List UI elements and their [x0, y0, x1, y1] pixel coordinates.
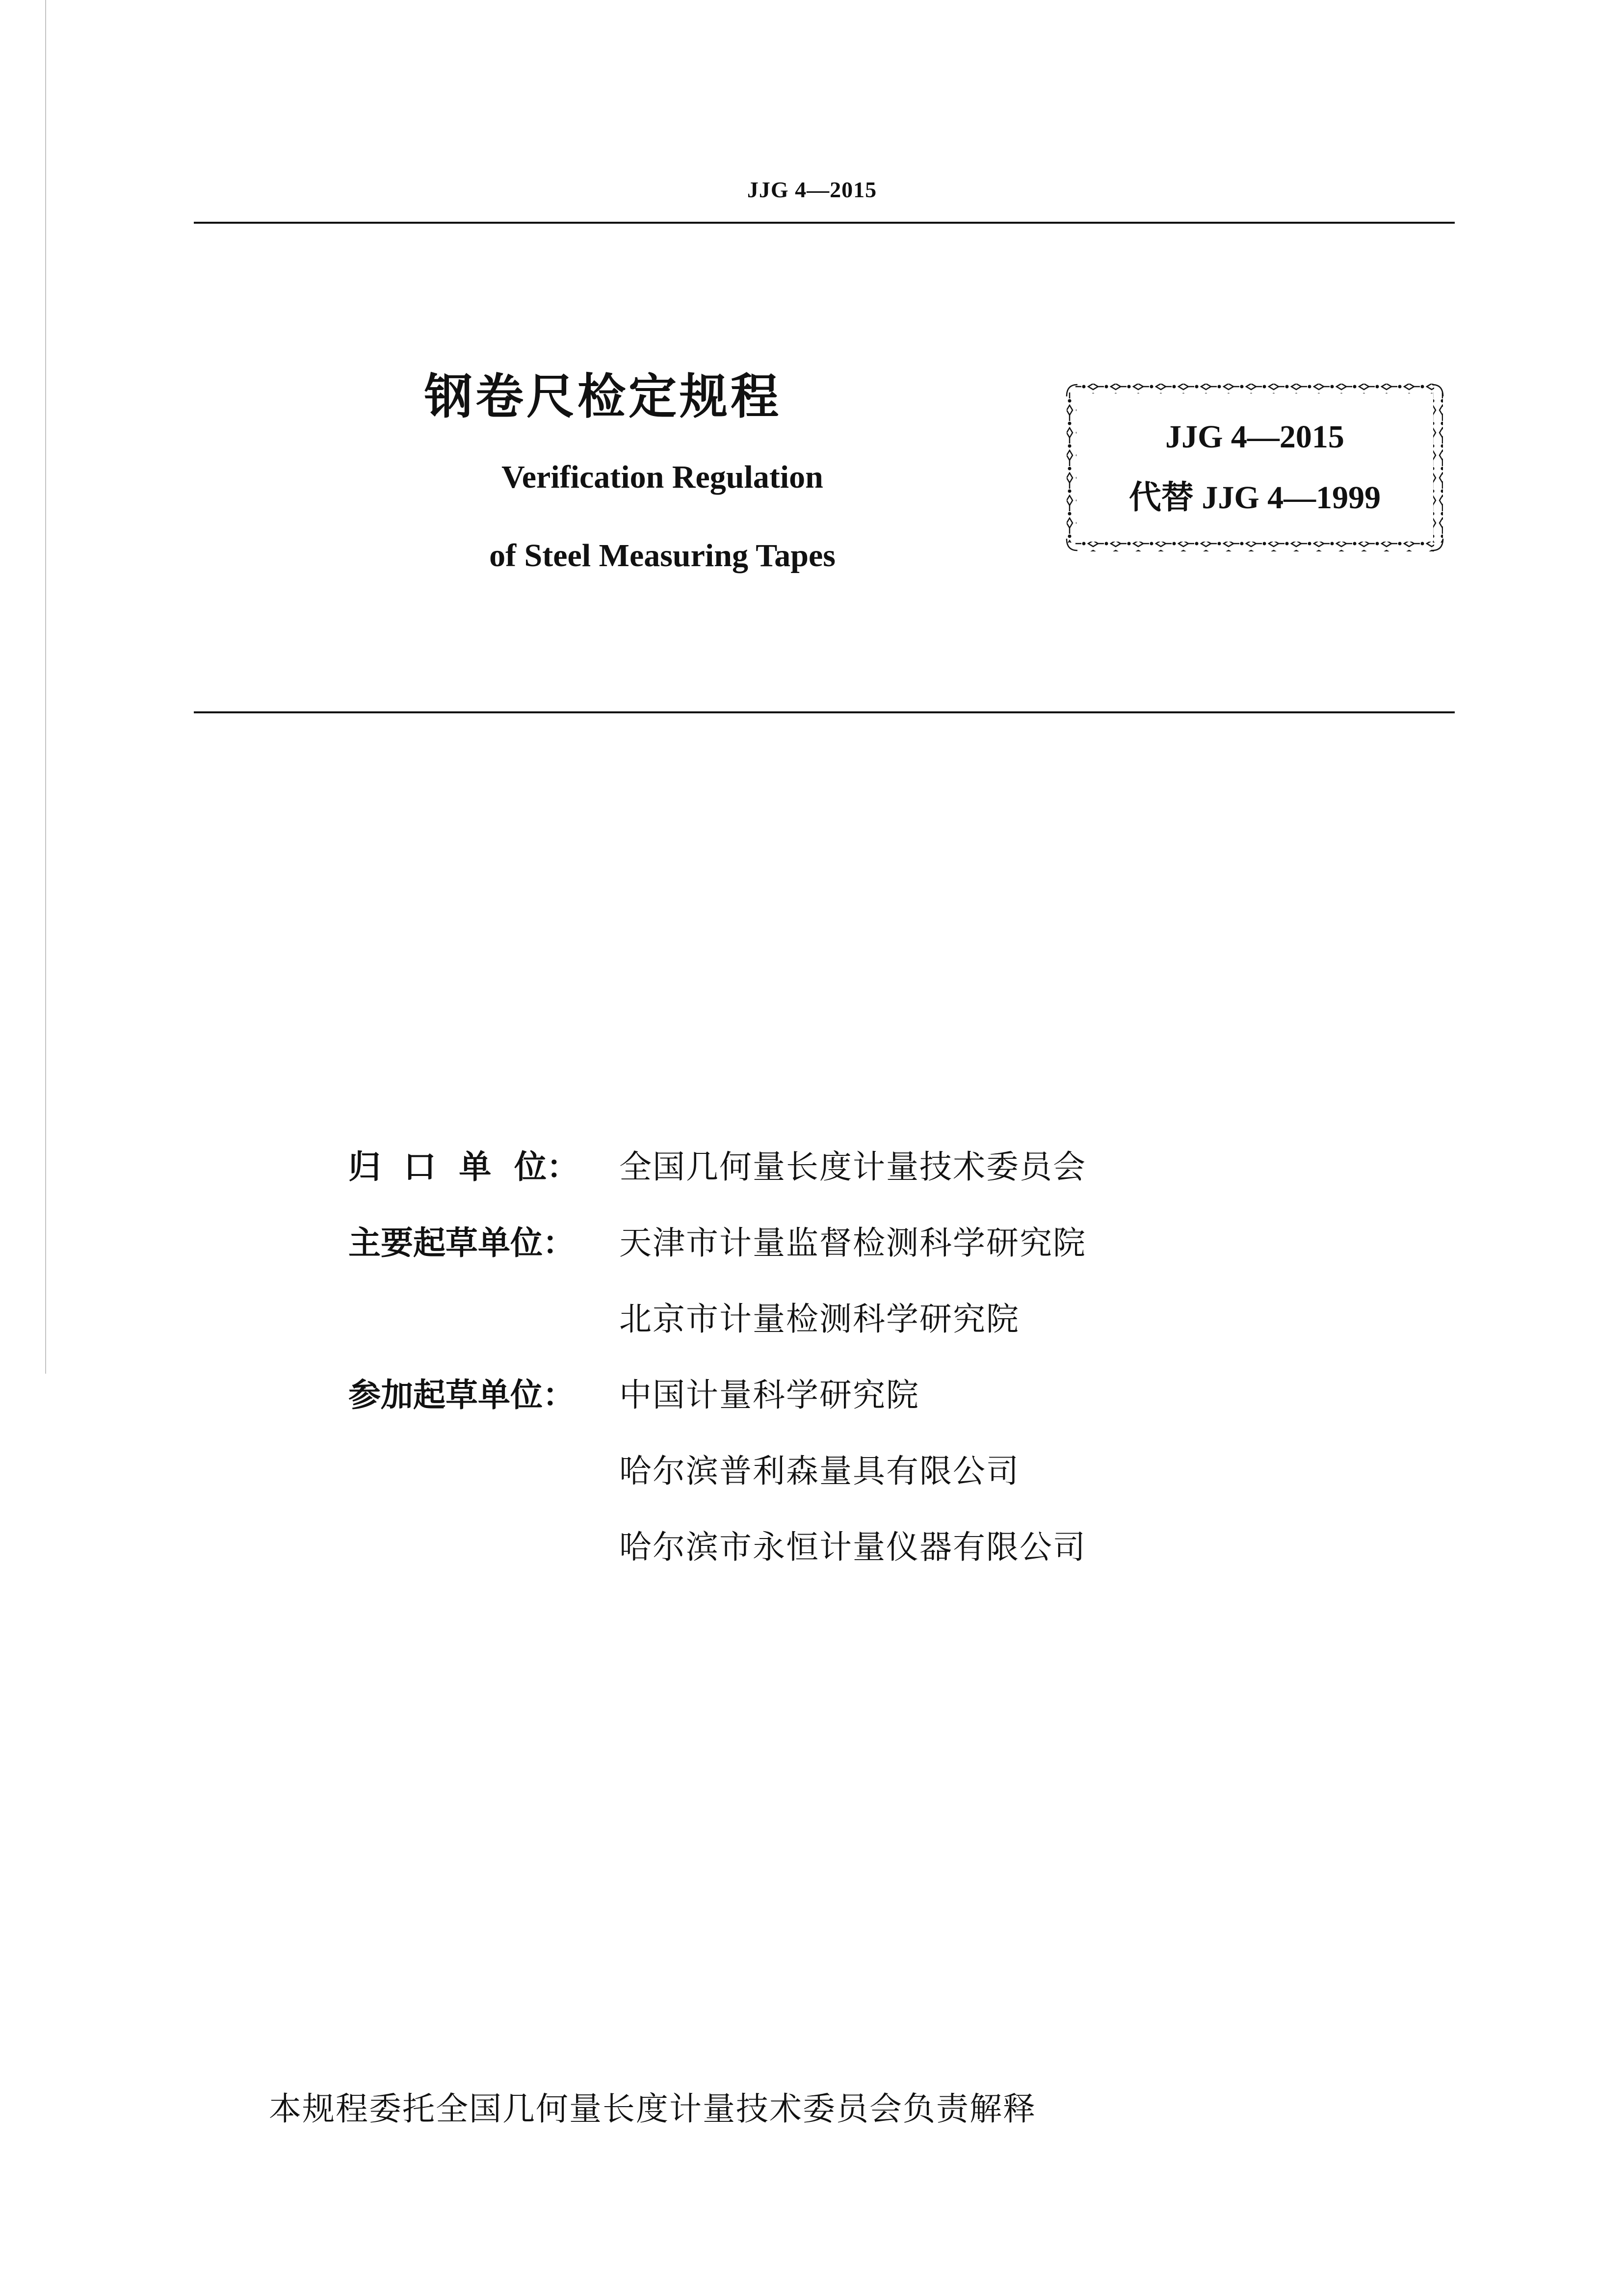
title-english-line2: of Steel Measuring Tapes	[489, 538, 836, 574]
standard-code: JJG 4—2015	[1165, 419, 1344, 455]
interpretation-note: 本规程委托全国几何量长度计量技术委员会负责解释	[269, 2090, 1036, 2128]
running-header: JJG 4—2015	[747, 177, 877, 202]
standard-code-box	[1065, 382, 1445, 553]
replaced-code: JJG 4—1999	[1202, 480, 1381, 516]
scan-edge-line	[45, 0, 46, 1374]
responsible-unit-label	[348, 1141, 579, 1187]
participating-unit: 哈尔滨普利森量具有限公司	[619, 1452, 1020, 1490]
participating-unit: 中国计量科学研究院	[619, 1376, 919, 1414]
title-chinese: 钢卷尺检定规程	[424, 369, 782, 425]
main-drafting-unit: 北京市计量检测科学研究院	[619, 1300, 1020, 1338]
responsible-label-char: 口	[403, 1148, 436, 1186]
responsible-unit: 全国几何量长度计量技术委员会	[619, 1148, 1086, 1186]
responsible-label-char: 位：	[514, 1148, 579, 1186]
title-english-line1: Verification Regulation	[501, 459, 823, 495]
header-rule	[194, 222, 1455, 224]
participating-unit: 哈尔滨市永恒计量仪器有限公司	[619, 1528, 1086, 1566]
replaces-line	[1065, 471, 1445, 518]
main-drafting-label: 主要起草单位：	[348, 1224, 575, 1262]
main-drafting-unit: 天津市计量监督检测科学研究院	[619, 1224, 1086, 1262]
decorative-border	[1065, 382, 1445, 553]
replaces-label: 代替	[1128, 478, 1194, 516]
responsible-label-char: 单	[459, 1148, 492, 1186]
participating-label: 参加起草单位：	[348, 1376, 575, 1414]
title-bottom-rule	[194, 711, 1455, 713]
responsible-label-char: 归	[348, 1148, 381, 1186]
